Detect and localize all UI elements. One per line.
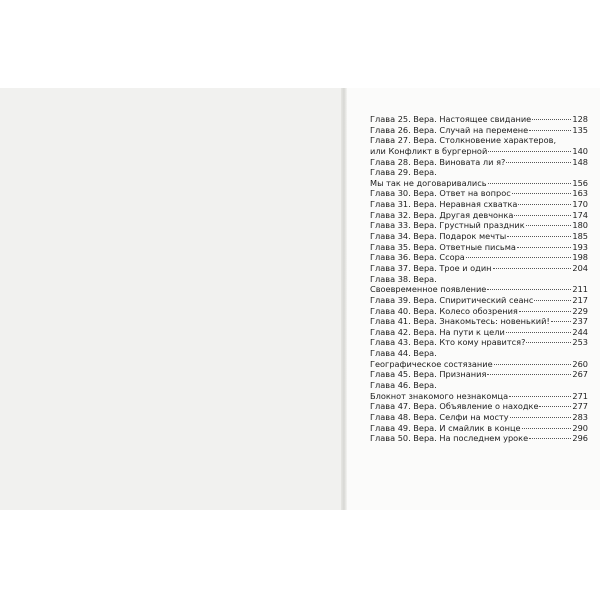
toc-entry-title: Глава 28. Вера. Виновата ли я? [370,156,506,167]
toc-leader-dots [506,162,571,163]
toc-entry [370,423,588,434]
toc-entry-title: Своевременное появление [370,284,487,295]
toc-entry-page: 290 [572,422,588,433]
toc-entry-title: Глава 31. Вера. Неравная схватка [370,199,518,210]
toc-leader-dots [494,364,572,365]
toc-entry [370,135,588,146]
toc-entry-title: Блокнот знакомого незнакомца [370,390,509,401]
toc-entry [370,284,588,295]
toc-leader-dots [519,311,572,312]
toc-entry-page: 193 [572,241,588,252]
toc-entry-title: Глава 34. Вера. Подарок мечты [370,231,507,242]
toc-leader-dots [529,438,571,439]
toc-entry-title: Глава 36. Вера. Ссора [370,252,465,263]
toc-leader-dots [507,236,571,237]
toc-leader-dots [518,204,571,205]
toc-entry [370,263,588,274]
toc-entry [370,220,588,231]
toc-leader-dots [488,151,571,152]
toc-leader-dots [510,417,572,418]
toc-entry-page: 198 [572,252,588,263]
toc-entry-title: Глава 32. Вера. Другая девчонка [370,209,514,220]
toc-entry-page: 180 [572,220,588,231]
toc-leader-dots [509,396,571,397]
toc-entry [370,252,588,263]
toc-entry-page: 185 [572,231,588,242]
toc-entry-page: 156 [572,177,588,188]
toc-entry-page: 163 [572,188,588,199]
toc-entry-page: 271 [572,390,588,401]
toc-entry [370,199,588,210]
toc-entry-page: 140 [572,145,588,156]
toc-entry [370,316,588,327]
left-page [0,88,345,510]
toc-entry-page: 174 [572,209,588,220]
toc-entry-page: 296 [572,433,588,444]
toc-entry [370,274,588,285]
toc-entry [370,327,588,338]
toc-entry-title: Глава 26. Вера. Случай на перемене [370,124,529,135]
toc-entry-title: Глава 44. Вера. [370,348,437,359]
toc-leader-dots [517,247,571,248]
toc-leader-dots [488,183,572,184]
toc-entry-title: Мы так не договаривались [370,177,487,188]
toc-leader-dots [539,406,571,407]
toc-entry [370,146,588,157]
toc-entry [370,178,588,189]
toc-leader-dots [506,332,572,333]
toc-entry [370,412,588,423]
toc-entry [370,242,588,253]
toc-entry-page: 237 [572,316,588,327]
toc-entry [370,348,588,359]
toc-entry-title: Глава 37. Вера. Трое и один [370,262,492,273]
toc-entry-page: 267 [572,369,588,380]
toc-entry [370,401,588,412]
toc-entry-page: 211 [572,284,588,295]
toc-entry [370,306,588,317]
toc-entry-title: Глава 33. Вера. Грустный праздник [370,220,525,231]
toc-leader-dots [526,342,571,343]
toc-entry [370,114,588,125]
toc-leader-dots [534,300,571,301]
toc-entry [370,210,588,221]
toc-entry-title: Глава 38. Вера. [370,273,437,284]
toc-entry-title: Глава 50. Вера. На последнем уроке [370,433,529,444]
toc-leader-dots [514,215,571,216]
toc-entry-title: Глава 49. Вера. И смайлик в конце [370,422,521,433]
toc-entry [370,295,588,306]
toc-entry-page: 135 [572,124,588,135]
toc-entry [370,337,588,348]
toc-entry-title: Глава 27. Вера. Столкновение характеров, [370,135,557,146]
toc-entry-page: 148 [572,156,588,167]
toc-entry-title: Географическое состязание [370,358,493,369]
toc-entry-title: Глава 35. Вера. Ответные письма [370,241,516,252]
toc-leader-dots [487,374,571,375]
toc-entry [370,125,588,136]
toc-entry-title: Глава 30. Вера. Ответ на вопрос [370,188,511,199]
toc-entry-title: Глава 25. Вера. Настоящее свидание [370,114,532,124]
toc-leader-dots [522,428,572,429]
toc-entry [370,359,588,370]
toc-leader-dots [466,257,572,258]
table-of-contents [370,114,588,444]
toc-entry-page: 170 [572,199,588,210]
toc-leader-dots [493,268,572,269]
toc-entry [370,380,588,391]
toc-entry-page: 244 [572,326,588,337]
toc-leader-dots [532,119,571,120]
toc-entry [370,433,588,444]
toc-entry-title: Глава 47. Вера. Объявление о находке [370,401,539,412]
toc-entry-page: 217 [572,294,588,305]
toc-entry [370,369,588,380]
toc-entry-title: или Конфликт в бургерной [370,145,488,156]
toc-entry-page: 253 [572,337,588,348]
toc-leader-dots [487,289,571,290]
toc-entry-title: Глава 41. Вера. Знакомьтесь: новенький! [370,316,550,327]
toc-entry-page: 260 [572,358,588,369]
toc-entry [370,157,588,168]
toc-entry-title: Глава 42. Вера. На пути к цели [370,326,505,337]
toc-entry [370,188,588,199]
toc-entry-title: Глава 48. Вера. Селфи на мосту [370,411,509,422]
toc-entry-title: Глава 43. Вера. Кто кому нравится? [370,337,526,348]
toc-entry-title: Глава 39. Вера. Спиритический сеанс [370,294,534,305]
toc-entry [370,167,588,178]
toc-entry-title: Глава 40. Вера. Колесо обозрения [370,305,518,316]
toc-entry-page: 229 [572,305,588,316]
toc-entry-title: Глава 45. Вера. Признания [370,369,487,380]
toc-entry-title: Глава 46. Вера. [370,380,437,391]
toc-leader-dots [529,130,571,131]
toc-leader-dots [551,321,572,322]
toc-entry [370,391,588,402]
toc-leader-dots [512,193,572,194]
toc-leader-dots [526,225,572,226]
toc-entry [370,231,588,242]
toc-entry-page: 277 [572,401,588,412]
toc-entry-page: 128 [572,114,588,124]
toc-entry-title: Глава 29. Вера. [370,167,437,178]
toc-entry-page: 283 [572,411,588,422]
toc-entry-page: 204 [572,262,588,273]
